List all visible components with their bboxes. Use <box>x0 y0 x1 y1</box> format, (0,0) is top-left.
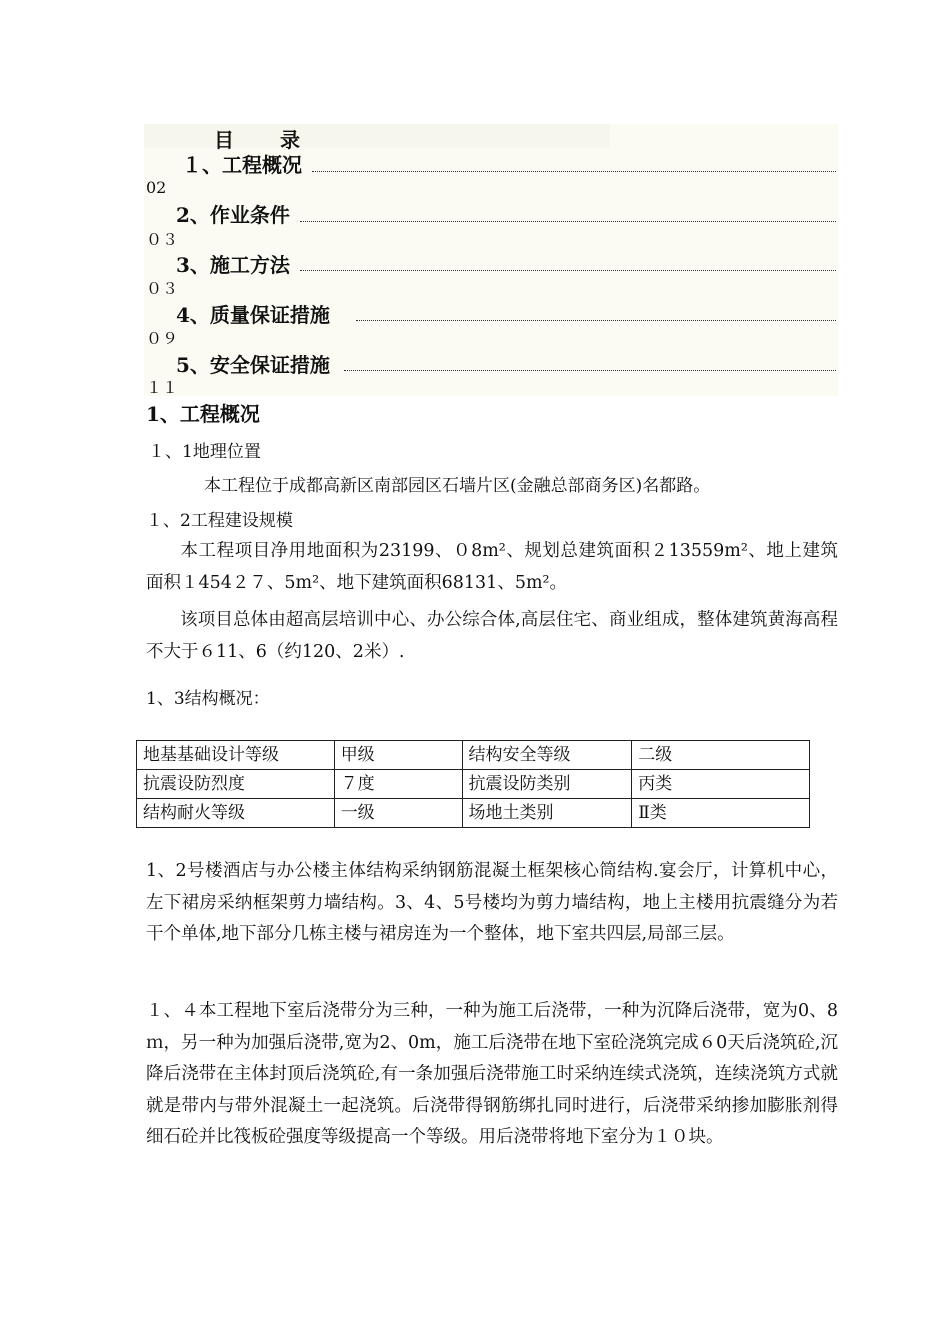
subsection-1-2-paragraph-2 <box>146 605 838 668</box>
toc-item-5-page: １１ <box>146 378 179 397</box>
section-heading: 1、工程概况 <box>146 402 260 426</box>
table-cell: 二级 <box>632 741 810 770</box>
structure-table <box>136 740 810 828</box>
paragraph-text: 本工程项目净用地面积为23199、０8m²、规划总建筑面积２13559m²、地上建筑面积１454２７、5m²、地下建筑面积68131、5m²。 <box>146 541 838 593</box>
table-cell: 抗震设防烈度 <box>137 770 335 799</box>
toc-item-3-page: ０３ <box>146 279 179 298</box>
toc-leader-3 <box>300 270 836 271</box>
toc-item-1-label[interactable]: １、工程概况 <box>182 153 302 177</box>
toc-leader-4 <box>356 320 836 321</box>
table-cell: 场地土类别 <box>462 799 632 828</box>
paragraph-text: 该项目总体由超高层培训中心、办公综合体,高层住宅、商业组成，整体建筑黄海高程不大于６11、6（约120、2米）. <box>146 610 838 662</box>
subsection-1-2-title: １、2工程建设规模 <box>146 511 293 531</box>
table-cell: 结构耐火等级 <box>137 799 335 828</box>
toc-item-5-label[interactable]: 5、安全保证措施 <box>176 353 330 377</box>
structure-paragraph: 1、2号楼酒店与办公楼主体结构采纳钢筋混凝土框架核心筒结构.宴会厅，计算机中心，左下裙房采纳框架剪力墙结构。3、4、5号楼均为剪力墙结构，地上主楼用抗震缝分为若干个单体,地下部分几栋主楼与裙房连为一个整体，地下室共四层,局部三层。 <box>146 861 838 944</box>
table-cell: 抗震设防类别 <box>462 770 632 799</box>
post-pour-strip-paragraph: １、４本工程地下室后浇带分为三种，一种为施工后浇带，一种为沉降后浇带，宽为0、8ｍ，另一种为加强后浇带,宽为2、0m，施工后浇带在地下室砼浇筑完成６0天后浇筑砼,沉降后浇带在主体封顶后浇筑砼,有一条加强后浇带施工时采纳连续式浇筑，连续浇筑方式就就是带内与带外混凝土一起浇筑。后浇带得钢筋绑扎同时进行，后浇带采纳掺加膨胀剂得细石砼并比筏板砼强度等级提高一个等级。用后浇带将地下室分为１０块。 <box>146 1001 838 1147</box>
table-cell: 一级 <box>334 799 462 828</box>
toc-item-2-page: ０３ <box>146 230 179 249</box>
toc-leader-5 <box>344 370 836 371</box>
table-cell: 丙类 <box>632 770 810 799</box>
toc-item-3-label[interactable]: 3、施工方法 <box>176 253 290 277</box>
toc-title: 目 录 <box>214 128 302 152</box>
table-row <box>137 741 810 770</box>
toc-leader-2 <box>300 221 836 222</box>
table-cell: ７度 <box>334 770 462 799</box>
table-cell: Ⅱ类 <box>632 799 810 828</box>
toc-item-4-page: ０９ <box>146 329 179 348</box>
table-cell: 甲级 <box>334 741 462 770</box>
toc-item-1-page: 02 <box>146 178 167 197</box>
table-cell: 地基基础设计等级 <box>137 741 335 770</box>
table-cell: 结构安全等级 <box>462 741 632 770</box>
subsection-1-1-text: 本工程位于成都高新区南部园区石墙片区(金融总部商务区)名都路。 <box>204 476 711 496</box>
toc-item-4-label[interactable]: 4、质量保证措施 <box>176 303 330 327</box>
subsection-1-3-title: 1、3结构概况： <box>146 689 270 709</box>
subsection-1-1-title: １、1地理位置 <box>148 442 261 462</box>
toc-item-2-label[interactable]: 2、作业条件 <box>176 203 290 227</box>
table-row <box>137 799 810 828</box>
toc-leader-1 <box>312 171 836 172</box>
subsection-1-2-paragraph-1 <box>146 536 838 599</box>
table-row <box>137 770 810 799</box>
